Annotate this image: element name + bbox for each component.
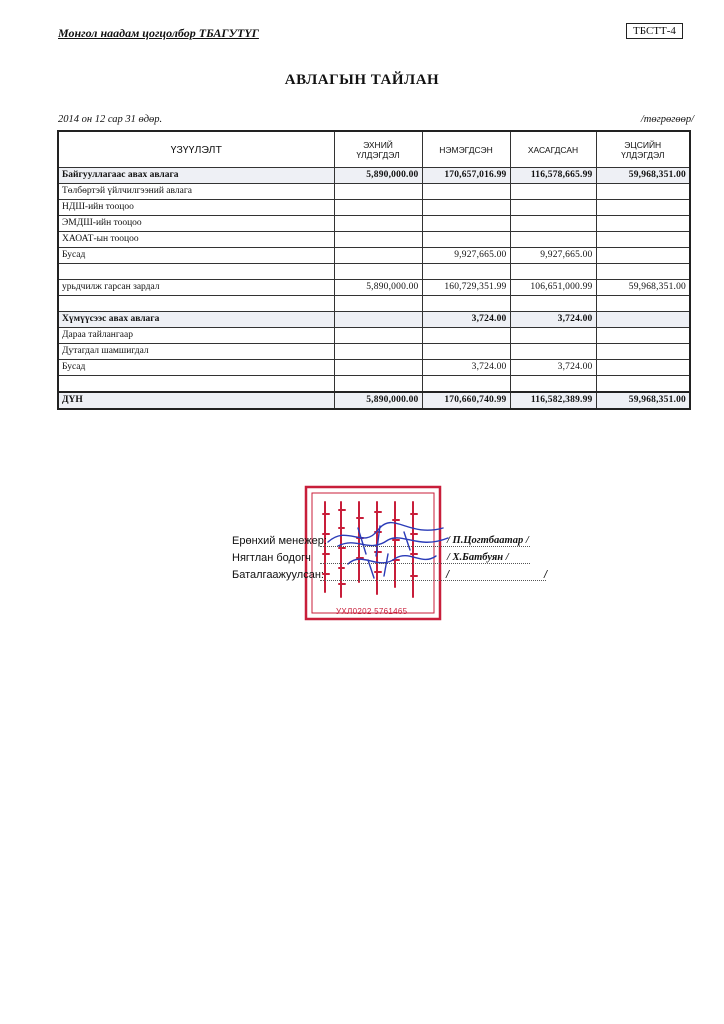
decreased-cell: 9,927,665.00 (510, 248, 596, 264)
increased-cell: 3,724.00 (422, 312, 510, 328)
row-indicator-cell: Дутагдал шамшигдал (58, 344, 334, 360)
opening-balance-cell: 5,890,000.00 (334, 168, 422, 184)
opening-balance-cell: 5,890,000.00 (334, 392, 422, 409)
increased-cell (422, 200, 510, 216)
decreased-cell (510, 184, 596, 200)
row-indicator-cell: Байгууллагаас авах авлага (58, 168, 334, 184)
verified-slash-right: / (544, 569, 548, 581)
table-row (58, 312, 690, 328)
increased-cell (422, 264, 510, 280)
decreased-cell (510, 376, 596, 393)
opening-balance-cell (334, 296, 422, 312)
increased-cell: 160,729,351.99 (422, 280, 510, 296)
closing-balance-cell (596, 312, 690, 328)
table-row (58, 376, 690, 393)
report-date: 2014 он 12 сар 31 өдөр. (58, 114, 163, 125)
opening-balance-cell (334, 264, 422, 280)
increased-cell (422, 184, 510, 200)
opening-balance-line1: ЭХНИЙ (363, 139, 393, 150)
table-row (58, 184, 690, 200)
table-row (58, 168, 690, 184)
row-indicator-cell: Дараа тайлангаар (58, 328, 334, 344)
closing-balance-cell (596, 296, 690, 312)
column-header-increased: НЭМЭГДСЭН (422, 131, 510, 168)
closing-balance-cell (596, 248, 690, 264)
signature-line (320, 546, 530, 547)
accountant-name: / Х.Батбуян / (447, 552, 509, 563)
opening-balance-cell (334, 216, 422, 232)
opening-balance-cell (334, 344, 422, 360)
table-row (58, 200, 690, 216)
row-indicator-cell (58, 264, 334, 280)
table-row (58, 392, 690, 409)
increased-cell: 170,657,016.99 (422, 168, 510, 184)
increased-cell: 170,660,740.99 (422, 392, 510, 409)
decreased-cell: 116,578,665.99 (510, 168, 596, 184)
increased-cell (422, 216, 510, 232)
row-indicator-cell: Төлбөртэй үйлчилгээний авлага (58, 184, 334, 200)
closing-balance-cell (596, 360, 690, 376)
closing-balance-cell: 59,968,351.00 (596, 168, 690, 184)
row-indicator-cell: ДҮН (58, 392, 334, 409)
column-header-indicator: ҮЗҮҮЛЭЛТ (58, 131, 334, 168)
row-indicator-cell: Бусад (58, 360, 334, 376)
general-manager-label: Ерөнхий менежер: (232, 535, 327, 547)
organization-name: Монгол наадам цогцолбор ТБАГУТҮГ (58, 26, 259, 40)
closing-balance-cell (596, 328, 690, 344)
decreased-cell (510, 296, 596, 312)
increased-cell (422, 232, 510, 248)
closing-balance-line1: ЭЦСИЙН (624, 139, 662, 150)
closing-balance-cell (596, 184, 690, 200)
increased-cell (422, 344, 510, 360)
opening-balance-cell (334, 200, 422, 216)
table-row (58, 248, 690, 264)
decreased-cell: 116,582,389.99 (510, 392, 596, 409)
currency-unit: /төгрөгөөр/ (640, 114, 694, 125)
stamp-registration-code: УХЛ0202 5761465 (336, 607, 408, 616)
handwritten-signature (318, 520, 458, 580)
decreased-cell (510, 328, 596, 344)
opening-balance-cell (334, 328, 422, 344)
opening-balance-cell: 5,890,000.00 (334, 280, 422, 296)
verified-slash-left: / (446, 569, 450, 581)
row-indicator-cell: НДШ-ийн тооцоо (58, 200, 334, 216)
general-manager-name: / П.Цогтбаатар / (447, 535, 529, 546)
row-indicator-cell: Бусад (58, 248, 334, 264)
decreased-cell: 3,724.00 (510, 360, 596, 376)
table-row (58, 344, 690, 360)
opening-balance-line2: ҮЛДЭГДЭЛ (356, 149, 400, 160)
closing-balance-cell (596, 200, 690, 216)
opening-balance-cell (334, 376, 422, 393)
opening-balance-cell (334, 312, 422, 328)
report-title: АВЛАГЫН ТАЙЛАН (284, 72, 440, 88)
column-header-opening-balance (334, 131, 422, 168)
opening-balance-cell (334, 184, 422, 200)
decreased-cell (510, 344, 596, 360)
increased-cell: 3,724.00 (422, 360, 510, 376)
closing-balance-cell (596, 376, 690, 393)
signature-line (320, 580, 546, 581)
closing-balance-cell (596, 344, 690, 360)
table-body (58, 168, 690, 410)
decreased-cell: 106,651,000.99 (510, 280, 596, 296)
decreased-cell (510, 216, 596, 232)
table-row (58, 232, 690, 248)
decreased-cell (510, 232, 596, 248)
column-header-decreased: ХАСАГДСАН (510, 131, 596, 168)
closing-balance-cell (596, 216, 690, 232)
decreased-cell: 3,724.00 (510, 312, 596, 328)
row-indicator-cell: ХАОАТ-ын тооцоо (58, 232, 334, 248)
row-indicator-cell: ЭМДШ-ийн тооцоо (58, 216, 334, 232)
row-indicator-cell: Хүмүүсээс авах авлага (58, 312, 334, 328)
opening-balance-cell (334, 232, 422, 248)
closing-balance-cell: 59,968,351.00 (596, 280, 690, 296)
increased-cell (422, 328, 510, 344)
table-row (58, 296, 690, 312)
row-indicator-cell (58, 376, 334, 393)
table-header-row (58, 131, 690, 168)
opening-balance-cell (334, 360, 422, 376)
row-indicator-cell (58, 296, 334, 312)
table-row (58, 264, 690, 280)
closing-balance-cell (596, 232, 690, 248)
signature-line (320, 563, 530, 564)
table-row (58, 280, 690, 296)
verified-by-label: Баталгаажуулсан: (232, 569, 324, 581)
closing-balance-cell: 59,968,351.00 (596, 392, 690, 409)
opening-balance-cell (334, 248, 422, 264)
increased-cell (422, 376, 510, 393)
closing-balance-line2: ҮЛДЭГДЭЛ (621, 149, 665, 160)
table-row (58, 216, 690, 232)
column-header-closing-balance (596, 131, 690, 168)
closing-balance-cell (596, 264, 690, 280)
receivables-table (57, 130, 691, 410)
increased-cell (422, 296, 510, 312)
increased-cell: 9,927,665.00 (422, 248, 510, 264)
row-indicator-cell: урьдчилж гарсан зардал (58, 280, 334, 296)
form-code-box: ТБСТТ-4 (626, 23, 683, 39)
table-row (58, 360, 690, 376)
decreased-cell (510, 200, 596, 216)
decreased-cell (510, 264, 596, 280)
accountant-label: Нягтлан бодогч (232, 552, 311, 564)
table-row (58, 328, 690, 344)
